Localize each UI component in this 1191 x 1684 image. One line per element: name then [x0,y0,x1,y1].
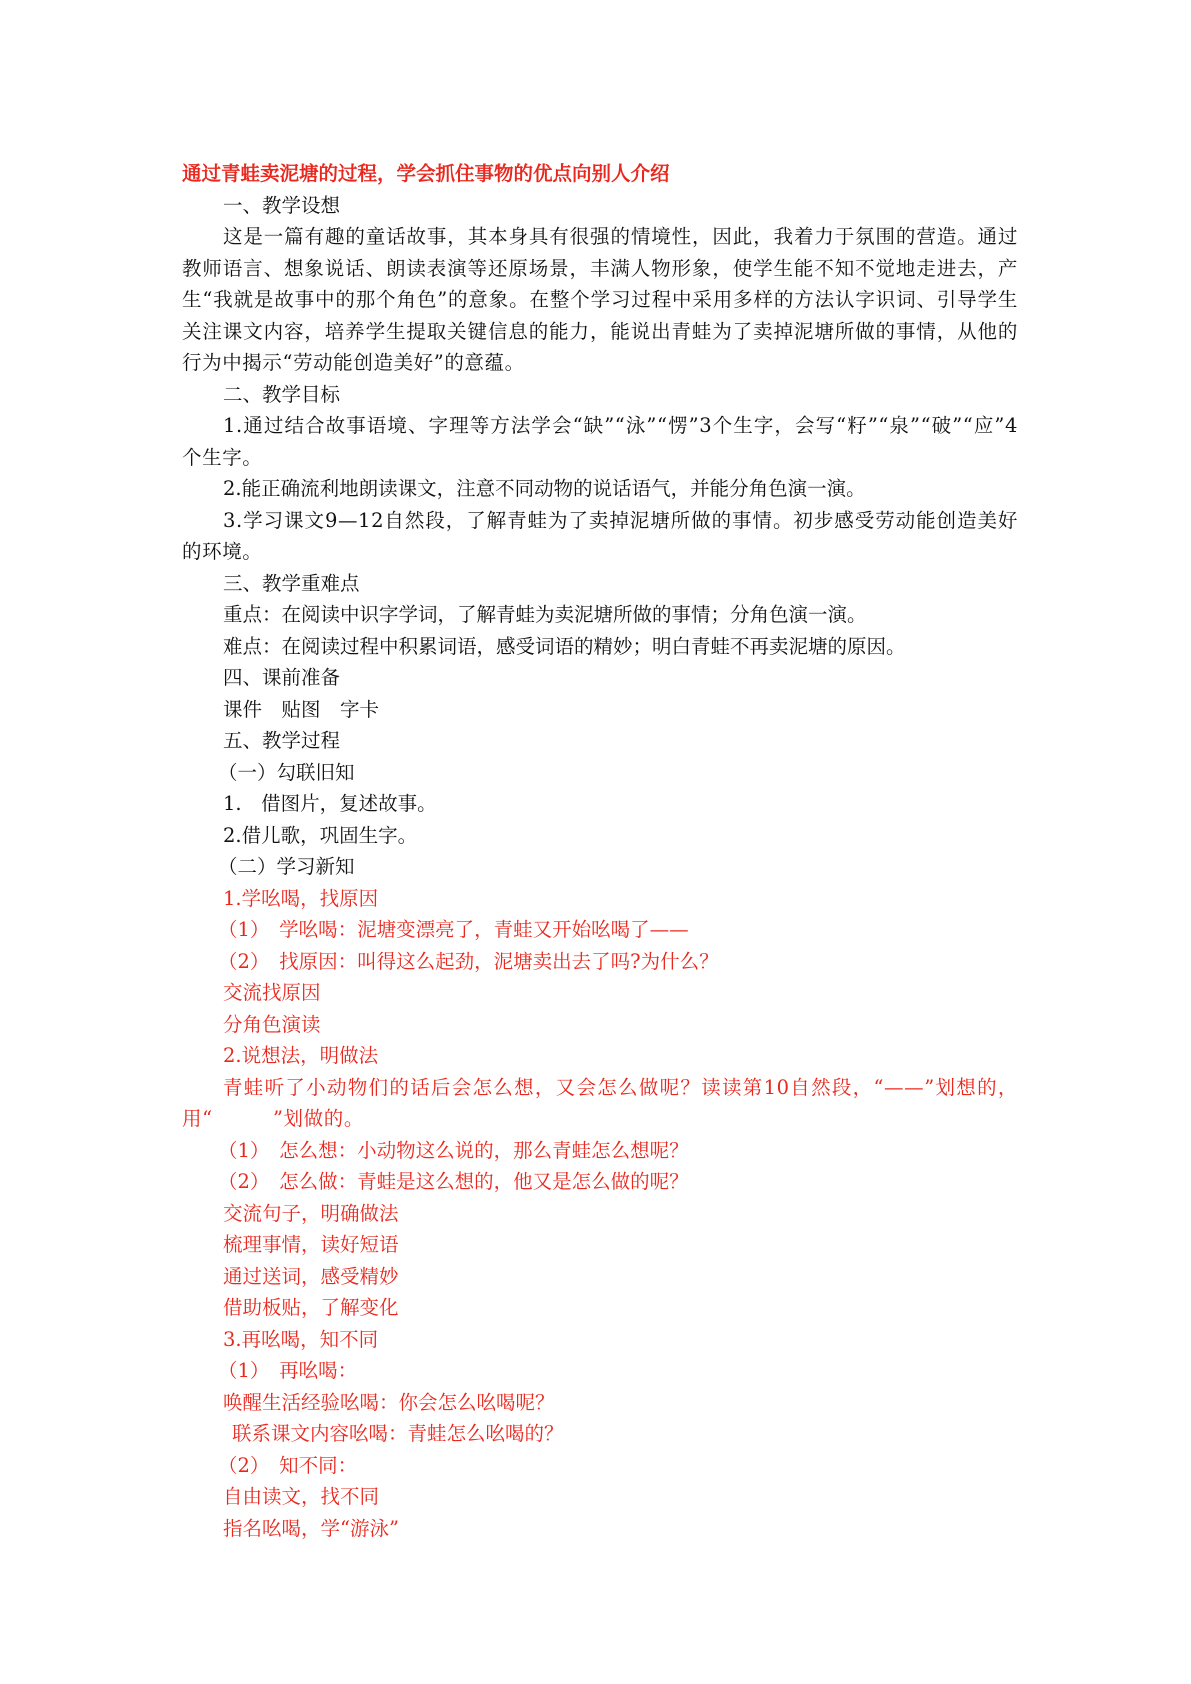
paragraph-line: （1） 怎么想：小动物这么说的，那么青蛙怎么想呢？ [218,1138,689,1162]
paragraph-line: 青蛙听了小动物们的话后会怎么想，又会怎么做呢？读读第10自然段，“——”划想的，用“ ”划做的。 [182,1075,1018,1130]
paragraph-line: 三、教学重难点 [223,571,360,595]
paragraph-line: 2.能正确流利地朗读课文，注意不同动物的说话语气，并能分角色演一演。 [223,477,866,500]
document-page [182,158,1018,1544]
paragraph-line: 3.学习课文9—12自然段，了解青蛙为了卖掉泥塘所做的事情。初步感受劳动能创造美好的环境。 [182,508,1018,563]
paragraph-line: （2） 知不同： [218,1453,358,1477]
paragraph-line: 2.借儿歌，巩固生字。 [223,823,418,847]
paragraph-line: （2） 怎么做：青蛙是这么想的，他又是怎么做的呢？ [218,1170,689,1193]
paragraph-line: 交流找原因 [223,981,321,1004]
paragraph-line: 自由读文，找不同 [223,1485,380,1508]
paragraph-line: 课件 贴图 字卡 [223,697,380,721]
document-title: 通过青蛙卖泥塘的过程，学会抓住事物的优点向别人介绍 [182,162,670,185]
paragraph-line: 一、教学设想 [223,193,341,217]
paragraph-line: 3.再吆喝，知不同 [223,1327,379,1351]
paragraph-line: 借助板贴，了解变化 [223,1296,399,1319]
paragraph-line: 指名吆喝，学“游泳” [223,1516,399,1540]
paragraph-line: 1.学吆喝，找原因 [223,886,379,910]
paragraph-line: 1.通过结合故事语境、字理等方法学会“缺”“泳”“愣”3个生字，会写“籽”“泉”“破”“应”4个生字。 [182,414,1018,469]
paragraph-line: 唤醒生活经验吆喝：你会怎么吆喝呢？ [223,1390,555,1414]
paragraph-line: （一）勾联旧知 [218,760,355,784]
paragraph-line: 2.说想法，明做法 [223,1044,379,1067]
paragraph-line: 联系课文内容吆喝：青蛙怎么吆喝的？ [232,1422,564,1445]
paragraph-line: 分角色演读 [223,1012,321,1036]
paragraph-line: 梳理事情，读好短语 [223,1233,399,1256]
paragraph-line: 四、课前准备 [223,666,341,689]
paragraph-line: 二、教学目标 [223,382,341,406]
paragraph-line: 重点：在阅读中识字学词，了解青蛙为卖泥塘所做的事情；分角色演一演。 [223,603,867,626]
paragraph-line: 难点：在阅读过程中积累词语，感受词语的精妙；明白青蛙不再卖泥塘的原因。 [223,634,906,658]
paragraph-line: 交流句子，明确做法 [223,1201,399,1225]
paragraph-line: （二）学习新知 [218,855,355,878]
paragraph-line: 1. 借图片，复述故事。 [223,792,437,815]
paragraph-line: 通过送词，感受精妙 [223,1264,399,1288]
paragraph-line: （1） 再吆喝： [218,1359,358,1382]
document-body [182,190,1018,1545]
paragraph-line: 这是一篇有趣的童话故事，其本身具有很强的情境性，因此，我着力于氛围的营造。通过教师语言、想象说话、朗读表演等还原场景，丰满人物形象，使学生能不知不觉地走进去，产生“我就是故事中的那个角色”的意象。在整个学习过程中采用多样的方法认字识词、引导学生关注课文内容，培养学生提取关键信息的能力，能说出青蛙为了卖掉泥塘所做的事情，从他的行为中揭示“劳动能创造美好”的意蕴。 [182,225,1018,374]
paragraph-line: 五、教学过程 [223,729,341,752]
paragraph-line: （1） 学吆喝：泥塘变漂亮了，青蛙又开始吆喝了—— [218,918,689,941]
paragraph-line: （2） 找原因：叫得这么起劲，泥塘卖出去了吗?为什么？ [218,949,719,973]
